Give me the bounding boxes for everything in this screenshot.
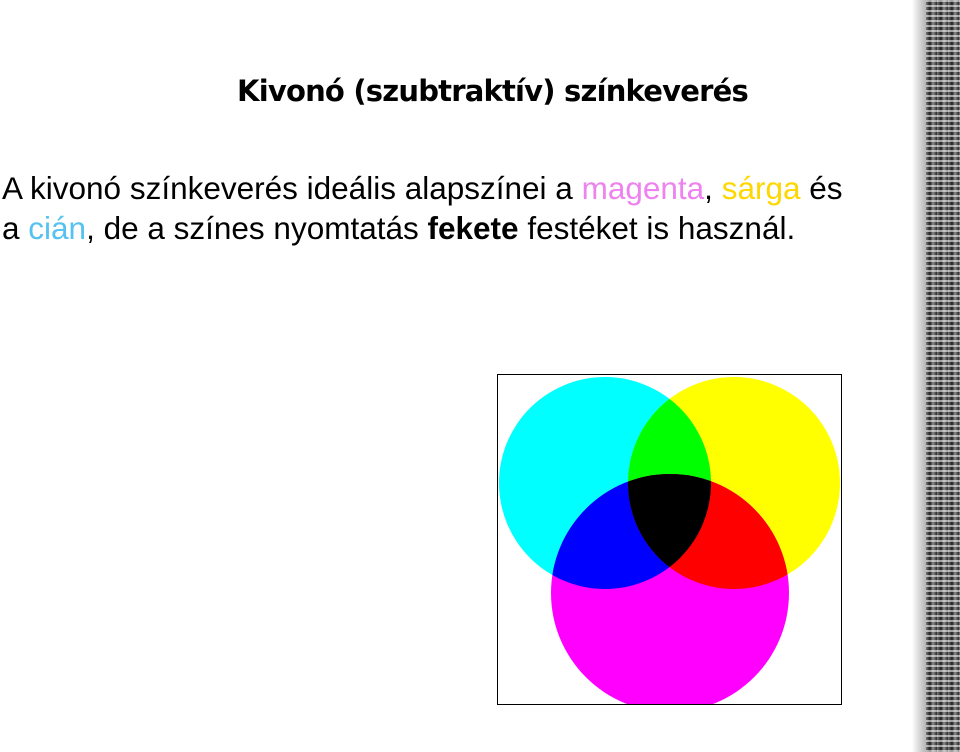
black-word: fekete (427, 210, 519, 246)
text-segment: festéket is használ. (518, 210, 796, 246)
cmy-venn-diagram (497, 374, 842, 705)
decorative-edge-strip (926, 0, 960, 752)
body-paragraph (2, 168, 912, 248)
body-line-2 (2, 208, 912, 248)
magenta-word: magenta (581, 170, 705, 206)
text-segment: a (2, 210, 29, 246)
venn-svg (498, 375, 841, 704)
text-segment: és (800, 170, 843, 206)
yellow-word: sárga (721, 170, 801, 206)
edge-shadow (912, 0, 926, 752)
text-segment: , de a színes nyomtatás (86, 210, 428, 246)
slide-title: Kivonó (szubtraktív) színkeverés (237, 74, 748, 108)
body-line-1 (2, 168, 912, 208)
cyan-word: cián (28, 210, 87, 246)
text-segment: , (704, 170, 722, 206)
text-segment: A kivonó színkeverés ideális alapszínei a (2, 170, 582, 206)
